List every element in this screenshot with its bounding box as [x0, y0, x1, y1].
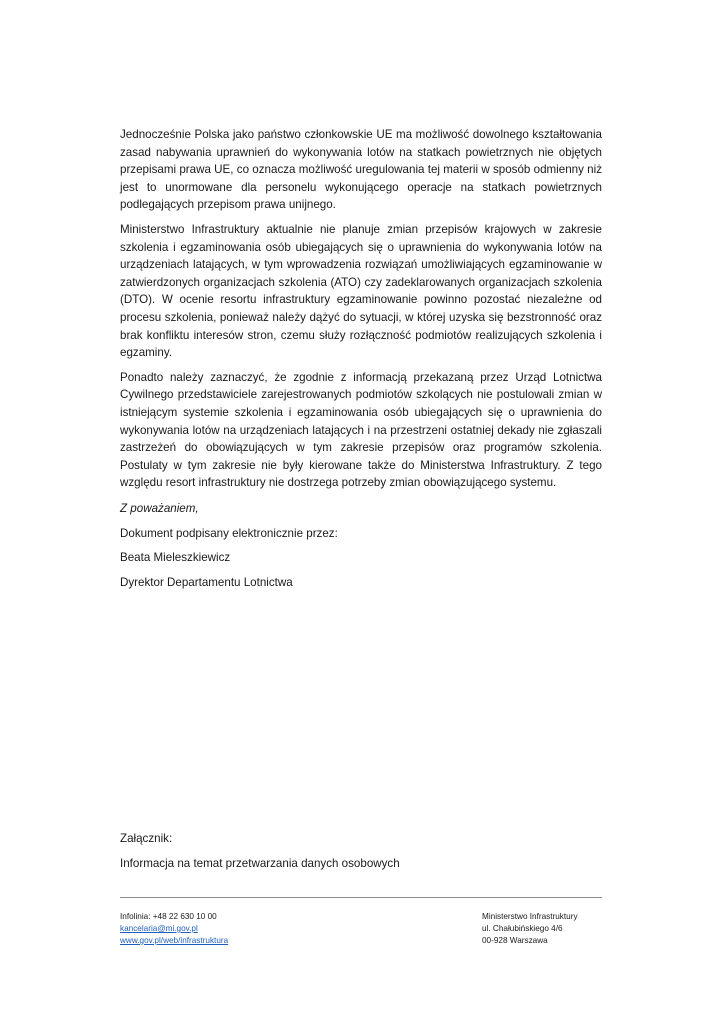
footer-infoline: Infolinia: +48 22 630 10 00 — [120, 912, 217, 921]
attachment-section — [120, 830, 602, 879]
body-paragraph-1: Jednocześnie Polska jako państwo członkowskie UE ma możliwość dowolnego kształtowania zasad nabywania uprawnień do wykonywania lotów na statkach powietrznych nie objętych przepisami prawa UE, co oznacza możliwość uregulowania tej materii w sposób odmienny niż jest to unormowane dla personelu wykonującego operacje na statkach powietrznych podlegających przepisom prawa unijnego. — [120, 128, 602, 212]
attachment-item: Informacja na temat przetwarzania danych osobowych — [120, 856, 400, 870]
signer-title: Dyrektor Departamentu Lotnictwa — [120, 575, 293, 589]
footer-email-link[interactable]: kancelaria@mi.gov.pl — [120, 924, 198, 933]
footer-city: 00-928 Warszawa — [482, 936, 548, 945]
footer-divider — [120, 897, 602, 898]
closing-regards: Z poważaniem, — [120, 502, 199, 515]
body-paragraph-3: Ponadto należy zaznaczyć, że zgodnie z informacją przekazaną przez Urząd Lotnictwa Cywilnego przedstawiciele zarejestrowanych podmiotów szkolących nie postulowali zmian w istniejącym systemie szkolenia i egzaminowania osób ubiegających się o uprawnienia do wykonywania lotów na urządzeniach latających i na przestrzeni ostatniej dekady nie zgłaszali zastrzeżeń do obowiązujących w tym zakresie przepisów oraz programów szkolenia. Postulaty w tym zakresie nie były kierowane także do Ministerstwa Infrastruktury. Z tego względu resort infrastruktury nie dostrzega potrzeby zmian obowiązującego systemu. — [120, 370, 602, 490]
attachment-label: Załącznik: — [120, 832, 173, 845]
letter-closing — [120, 500, 602, 598]
letter-body — [120, 126, 602, 499]
signer-name: Beata Mieleszkiewicz — [120, 551, 231, 565]
footer-contact — [120, 911, 228, 947]
footer-website-link[interactable]: www.gov.pl/web/infrastruktura — [120, 936, 229, 945]
footer-street: ul. Chałubińskiego 4/6 — [482, 924, 563, 933]
body-paragraph-2: Ministerstwo Infrastruktury aktualnie nie planuje zmian przepisów krajowych w zakresie szkolenia i egzaminowania osób ubiegających się o uprawnienia do wykonywania lotów na urządzeniach latających, w tym wprowadzenia rozwiązań umożliwiających egzaminowanie w zatwierdzonych organizacjach szkolenia (ATO) czy zadeklarowanych organizacjach szkolenia (DTO). W ocenie resortu infrastruktury egzaminowanie powinno pozostać niezależne od procesu szkolenia, ponieważ należy dążyć do sytuacji, w której uzyska się bezstronność oraz brak konfliktu interesów stron, czemu służy rozłączność podmiotów realizujących szkolenia i egzaminy. — [120, 222, 602, 360]
footer-org-name: Ministerstwo Infrastruktury — [482, 912, 578, 921]
signed-by-label: Dokument podpisany elektronicznie przez: — [120, 526, 338, 540]
footer-address — [482, 911, 578, 947]
